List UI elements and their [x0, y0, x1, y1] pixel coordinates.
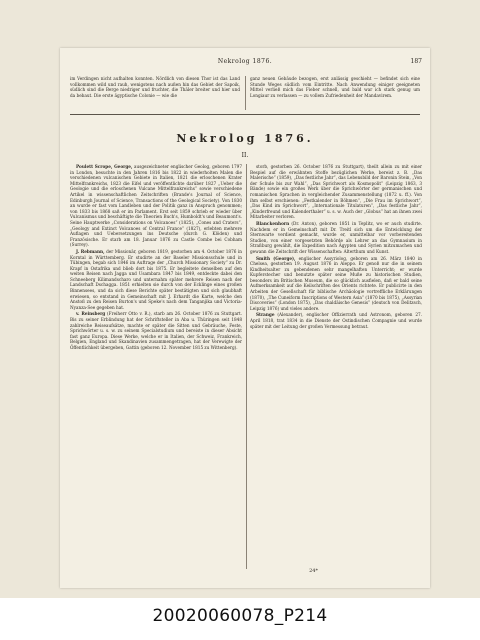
main-column-divider — [246, 164, 247, 569]
entry-text: (Alexander), englischer Offizierrath und Astronom, geboren 27. April 1818, trat 1834 in die Dienste der Ostindischen Compagnie und wurde später mit der Leitung der großen Vermessung betraut. — [250, 312, 422, 329]
page-signature: 24* — [309, 568, 318, 574]
obituary-entry — [70, 249, 242, 311]
top-left-column-text: im Verdingen nicht aufhalten konnten. Nördlich von diesen Thor ist das Land vollkommen wild und rauh, wenigstens nach außen hin das Gebiet der Sapoik, südlich sind die Berge niedriger und fruchter, die Thäler breiter und hier und da bebaut. Die erste ägyptische Colonie — wie die — [70, 76, 240, 98]
image-caption: 20020060078_P214 — [152, 606, 328, 626]
obituary-entry — [70, 164, 242, 248]
entry-text: storb, gestorben 26. October 1876 zu Stuttgart), theilt allein zu mit einer Bespiel auf die erwähnten Stoffe bezüglichen Werke, bereist z. B. „Das Malerische“ (1859), „Das festliche Jahr“, das Lebensbild der Baronin Stein, „Von der Schule bis zur Wahl“, „Das Sprichwort als Kosmopolit“ (Leipzig 1863, 3 Bände) sowie ein großes Werk über die Sprichwörter der germanischen und romanischen Sprachen in vergleichender Zusammenstellung (1872 u. ff.). Von ihm selbst erschienen: „Festkalender in Böhmen“, „Die Frau im Sprichwort“, „Das Kind im Sprichwort“, „Internationale Titulaturen“, „Das festliche Jahr“, „Kinderfreund und Kalenderthaler“ u. s. w. Auch der „Globus“ hat an ihnen zwei Mitarbeiter verloren. — [250, 164, 422, 220]
running-head — [68, 58, 422, 70]
document-page — [60, 48, 430, 588]
entry-name: J. Rebmann, — [76, 248, 105, 254]
entry-text: englischer Assyriolog, geboren am 26. März 1840 in Chelsea, gestorben 19. August 1876 in Aleppo. Er genoß nur die in seinem Kindheitsalter zu gebendenen sehr mangelhaften Unterricht; er wurde Kupferstecher und benutzte später seine Muße zu historischen Studien, besonders im Britischen Museum, die so glücklich ausfielen, daß er bald seine Aufmerksamkeit auf die Keilschriften des Orients richtete. Er publicirte in den Arbeiten der Gesellschaft für biblische Archäologie vortreffliche Erklärungen (1870), „The Cuneiform Inscriptions of Western Asia“ (1870 bis 1875), „Assyrian Discoveries“ (London 1875), „Das chaldäische Genesis“ (deutsch von Delitzsch, Leipzig 1876) und vieles andere. — [250, 255, 422, 311]
entry-text: der Missionär, geboren 1819, gestorben am 4. October 1876 in Korntal in Württemberg. Er studirte an der Baseler Missionsschule und in Tübingen, begab sich 1846 im Auftrage der „Church Missionary Society“ zu Dr. Krapf in Ostafrika und blieb dort bis 1875. Er begleitete denselben auf den weiten Reisen nach Jagga und Usambara 1847 bis 1849, entdeckte dabei den Schneeberg Kilimandscharo und unternahm später mehrere Reisen nach der Landschaft Dschagga. 1851 erhielten sie durch von der Ecklinge eines großen Binnensees, und da sich diese Berichte später bestätigten und sich glaubhaft erwiesen, so entstand in Gemeinschaft mit J. Erhardt die Karte, welche den Anstoß zu den Reisen Burton's und Speke's nach dem Tanganjika und Victoria-Nyanza-See gegeben hat. — [70, 248, 242, 310]
obituary-entry — [250, 164, 422, 220]
entry-name: Strange — [256, 312, 275, 318]
obituary-entry — [250, 312, 422, 329]
entry-text: ausgezeichneter englischer Geolog, geboren 1797 in London, besuchte in den Jahren 1816 bis 1822 in wiederholten Malen die verschiedenen vulcanischen Gebiete in Italien, 1821 die erloschenen Krater Mittelfrankreichs, 1823 die Eifel und veröffentlichte darüber 1827 „Ueber die Geologie und die erloschenen Vulcane Mittelfrankreichs“ sowie verschiedene Artikel in wissenschaftlichen Zeitschriften (Brande's Journal of Science, Edinburgh Journal of Science, Transactions of the Geological Society). Von 1830 an wurde er fast vom Landleben und der Politik ganz in Anspruch genommen; von 1833 bis 1868 saß er im Parlament. Erst seit 1859 schrieb er wieder über Vulcanismus und beschäftigte die Theorien Buch's, Humboldt's und Beaumont's. Seine Hauptwerke „Considerations on Volcanoes“ (1825), „Cones and Craters“, „Geology and Extinct Volcanoes of Central France“ (1827), erlebten mehrere Auflagen und Uebersetzungen ins Deutsche (durch G. Klöden) und Französische. Er starb am 18. Januar 1876 zu Castle Combe bei Cobham (Surrey). — [70, 164, 242, 248]
entry-text: (Freiherr Otto v. R.), starb am 26. October 1876 zu Stuttgart. Bis zu seiner Erblindung hat der Schriftsteller in Aba u. Thüringen seit 1848 zahlreiche Reiseaufsätze, machte er später die Sitten und Gebräuche, Feste, Sprichwörter u. s. w. zu seinem Specialstudium und bereiste in dieser Absicht fast ganz Europa. Diese Werke, welche er in Italien, der Schweiz, Frankreich, Belgien, England und Skandinavien zusammengetragen, hat der Verewigte der Öffentlichkeit übergeben, Gattin (geboren 12. November 1815 zu Wittenberg). — [70, 311, 242, 350]
obituary-entry — [250, 256, 422, 312]
entry-text: (Dr. Anton), geboren 1851 in Teplitz, wo er auch studirte. Nachdem er in Gemeinschaft mit Dr. Treitl sich um die Entwicklung der Sternwarte verdient gemacht, wurde er, unmittelbar vor vorbereitenden Studien, von einer vorgesetzten Behörde als Lehrer an das Gymnasium in Straßburg gewählt, die Expedition nach Ägypten und Syrien mitzumachen und gewann die Zeitschrift der Wissenschaften: Alterthum und Kunst. — [250, 220, 422, 254]
entry-name: v. Reinsberg — [76, 311, 106, 317]
top-column-divider — [245, 76, 246, 110]
obituary-entry — [70, 311, 242, 350]
main-right-column — [250, 164, 422, 574]
top-right-column-text: ganz neuen Gebäude bezogen, erst anlässig geschieht — befindet sich eine Stunde Weges südlich vom Eintritte. Nach Anwendung einiger geeigneten Mittel verließ mich das Fieber schnell, und bald war ich stark genug um Longiaur zu verlassen — zu vollem Zufriedenheit der Mandavirem. — [250, 76, 420, 98]
section-number: II. — [241, 152, 249, 159]
entry-name: Smith (George), — [256, 255, 296, 261]
section-rule — [70, 114, 420, 115]
entry-name: Blanckenhorn — [256, 220, 290, 226]
main-left-column — [70, 164, 242, 574]
page-number: 187 — [410, 58, 422, 65]
running-head-title: Nekrolog 1876. — [217, 58, 273, 65]
section-title: Nekrolog 1876. — [176, 132, 314, 145]
obituary-entry — [250, 221, 422, 255]
entry-name: Poulett Scrope, George, — [76, 164, 133, 169]
